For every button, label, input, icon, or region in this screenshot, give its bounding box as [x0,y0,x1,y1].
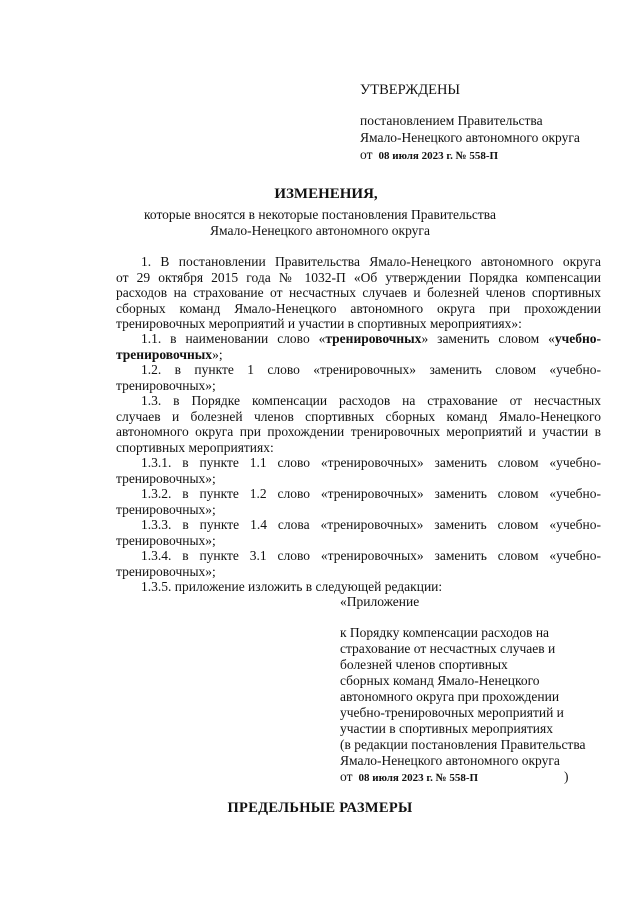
paragraph-1-3-4 [116,548,601,579]
section-heading: ПРЕДЕЛЬНЫЕ РАЗМЕРЫ [227,800,413,816]
paragraph-1-3-5 [116,579,601,595]
appendix-line: сборных команд Ямало-Ненецкого [340,673,540,688]
text-line: автономного округа при прохождении тренировочных мероприятий и участии в [116,424,601,439]
appendix-line: страхование от несчастных случаев и [340,641,556,656]
approved-label: УТВЕРЖДЕНЫ [360,82,461,98]
text-line: от 29 октября 2015 года № 1032-П «Об утверждении Порядка компенсации [116,269,601,285]
text-line: тренировочных мероприятий и участии в спортивных мероприятиях»: [116,316,522,331]
paragraph-1-1 [116,331,601,362]
approval-date [360,147,498,163]
appendix-line: учебно-тренировочных мероприятий и [340,705,564,720]
appendix-line: участии в спортивных мероприятиях [340,721,553,736]
document-subtitle-line1: которые вносятся в некоторые постановления Правительства [144,207,496,222]
text-line: 1.1. в наименовании слово «тренировочных» заменить словом «учебно- [141,331,601,346]
appendix-line: Ямало-Ненецкого автономного округа [340,753,560,768]
date-number: 08 июля 2023 г. № 558-П [358,772,479,784]
text-line: расходов на страхование от несчастных случаев и болезней членов спортивных [116,285,601,300]
text-line: 1.3.4. в пункте 3.1 слово «тренировочных» заменить словом «учебно- [141,548,601,563]
text-line: тренировочных»; [116,501,216,517]
text-line: тренировочных»; [116,377,216,393]
appendix-line: (в редакции постановления Правительства [340,737,586,752]
text-line: тренировочных»; [116,346,223,362]
text-line: тренировочных»; [116,563,216,579]
text-line: 1.3.2. в пункте 1.2 слово «тренировочных» заменить словом «учебно- [141,486,601,501]
paragraph-1-2 [116,362,601,393]
approved-by-line2: Ямало-Ненецкого автономного округа [360,130,580,145]
paragraph-1-3-3 [116,517,601,548]
paragraph-1-3-1 [116,455,601,486]
text-line: 1.2. в пункте 1 слово «тренировочных» заменить словом «учебно- [141,362,601,377]
document-title: ИЗМЕНЕНИЯ, [274,186,378,202]
appendix-line: автономного округа при прохождении [340,689,560,704]
appendix-line: болезней членов спортивных [340,657,508,672]
text-line: случаев и болезней членов спортивных сборных команд Ямало-Ненецкого [116,408,601,424]
text-line: 1.3. в Порядке компенсации расходов на страхование от несчастных [141,393,601,408]
appendix-date [340,769,478,785]
text-line: спортивных мероприятиях: [116,439,274,455]
text-line: 1.3.3. в пункте 1.4 слова «тренировочных» заменить словом «учебно- [141,517,601,532]
date-prefix: от [340,769,353,784]
paragraph-1-3 [116,393,601,455]
document-subtitle-line2: Ямало-Ненецкого автономного округа [210,223,430,238]
date-number: 08 июля 2023 г. № 558-П [378,150,499,162]
text-line: 1.3.1. в пункте 1.1 слово «тренировочных» заменить словом «учебно- [141,455,601,470]
appendix-line: к Порядку компенсации расходов на [340,625,550,640]
text-line: сборных команд Ямало-Ненецкого автономного округа при прохождении [116,300,601,316]
appendix-close-paren: ) [564,769,569,784]
text-line: 1.3.5. приложение изложить в следующей редакции: [141,579,443,594]
paragraph-1 [116,254,601,332]
text-line: 1. В постановлении Правительства Ямало-Ненецкого автономного округа [141,254,601,269]
text-line: тренировочных»; [116,470,216,486]
appendix-label: «Приложение [340,594,420,609]
approved-by-line1: постановлением Правительства [360,113,543,128]
text-line: тренировочных»; [116,532,216,548]
date-prefix: от [360,147,373,162]
paragraph-1-3-2 [116,486,601,517]
